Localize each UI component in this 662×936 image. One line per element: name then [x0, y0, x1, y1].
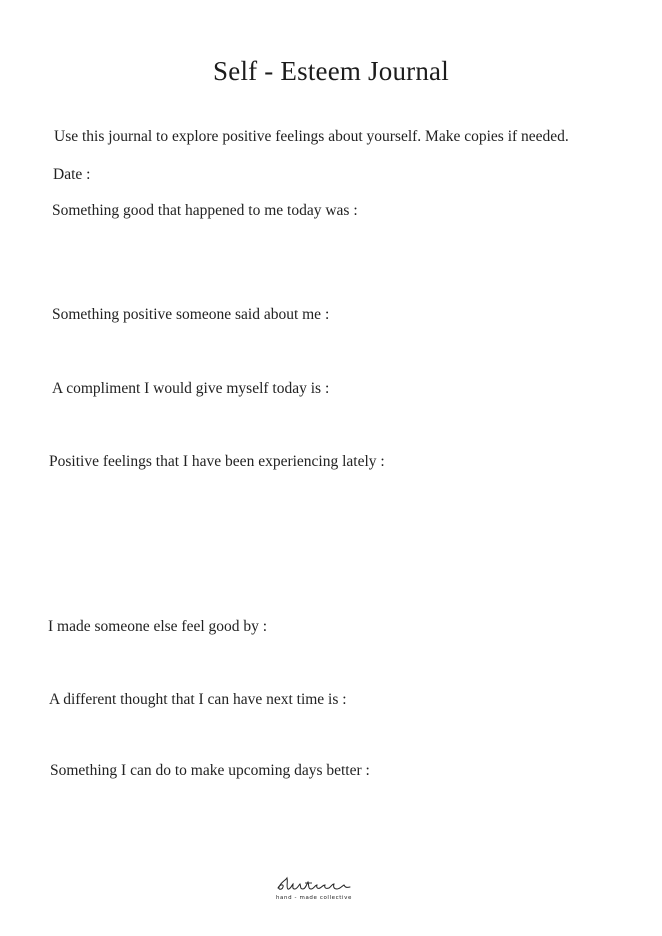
brand-logo — [264, 876, 364, 901]
logo-script-icon — [274, 876, 354, 894]
prompt-positive-said: Something positive someone said about me : — [52, 306, 330, 323]
page-title: Self - Esteem Journal — [213, 56, 449, 86]
logo-tagline: hand - made collective — [275, 895, 353, 901]
date-label: Date : — [53, 166, 91, 183]
prompt-made-someone-feel-good: I made someone else feel good by : — [48, 618, 268, 635]
prompt-positive-feelings: Positive feelings that I have been experiencing lately : — [49, 453, 385, 470]
prompt-different-thought: A different thought that I can have next time is : — [49, 691, 347, 708]
prompt-upcoming-days: Something I can do to make upcoming days better : — [50, 762, 370, 779]
intro-text: Use this journal to explore positive feelings about yourself. Make copies if needed. — [54, 128, 569, 145]
prompt-self-compliment: A compliment I would give myself today is : — [52, 380, 330, 397]
prompt-good-thing: Something good that happened to me today was : — [52, 202, 358, 219]
